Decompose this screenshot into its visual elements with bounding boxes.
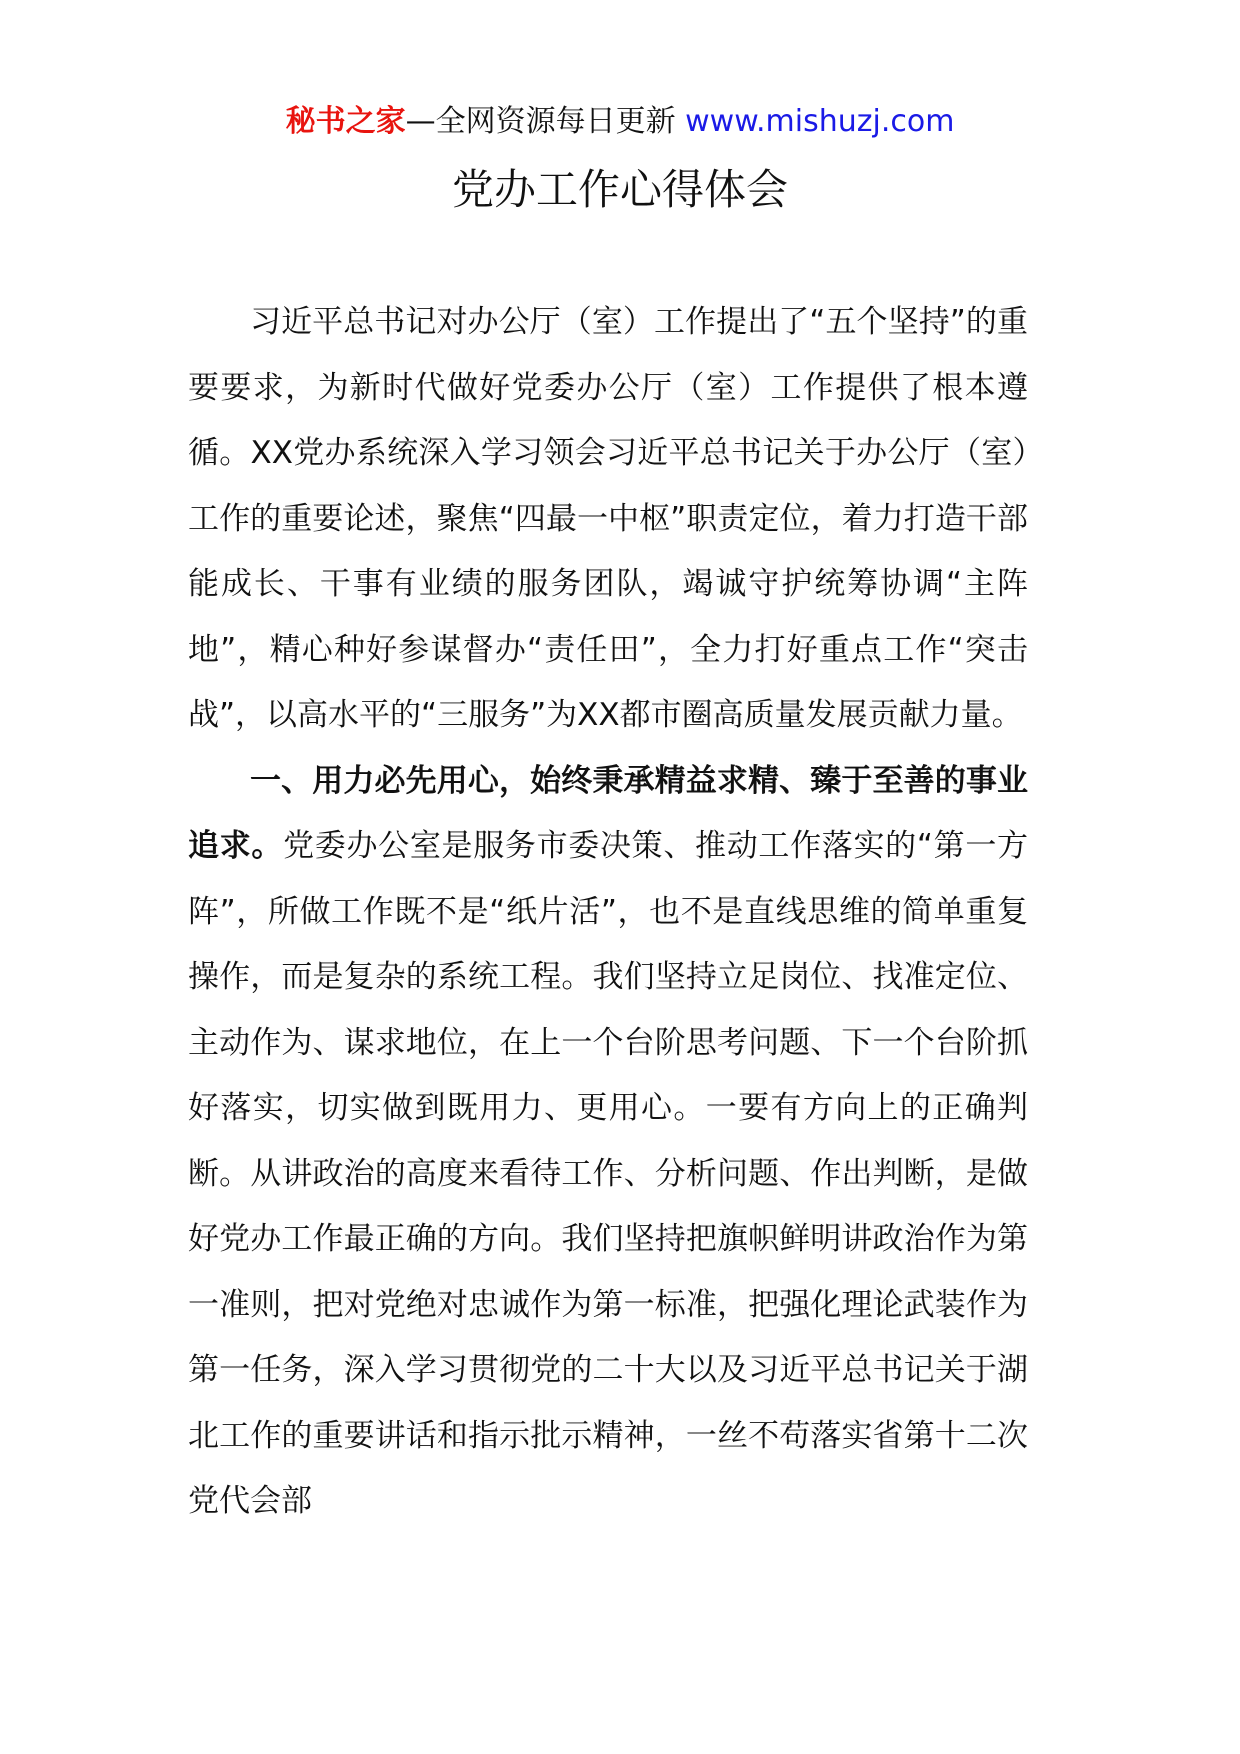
site-url[interactable]: www.mishuzj.com	[685, 104, 955, 139]
document-body	[188, 290, 1028, 1535]
section-one-text: 党委办公室是服务市委决策、推动工作落实的“第一方阵”，所做工作既不是“纸片活”，也不是直线思维的简单重复操作，而是复杂的系统工程。我们坚持立足岗位、找准定位、主动作为、谋求地位，在上一个台阶思考问题、下一个台阶抓好落实，切实做到既用力、更用心。一要有方向上的正确判断。从讲政治的高度来看待工作、分析问题、作出判断，是做好党办工作最正确的方向。我们坚持把旗帜鲜明讲政治作为第一准则，把对党绝对忠诚作为第一标准，把强化理论武装作为第一任务，深入学习贯彻党的二十大以及习近平总书记关于湖北工作的重要讲话和指示批示精神，一丝不苟落实省第十二次党代会部	[188, 828, 1029, 1519]
paragraph-intro-text: 习近平总书记对办公厅（室）工作提出了“五个坚持”的重要要求，为新时代做好党委办公厅（室）工作提供了根本遵循。XX党办系统深入学习领会习近平总书记关于办公厅（室）工作的重要论述，聚焦“四最一中枢”职责定位，着力打造干部能成长、干事有业绩的服务团队，竭诚守护统筹协调“主阵地”，精心种好参谋督办“责任田”，全力打好重点工作“突击战”，以高水平的“三服务”为XX都市圈高质量发展贡献力量。	[188, 304, 1028, 733]
section-one-heading: 一、用力必先用心，始终秉承精益求精、臻于至善的事业追求。	[188, 762, 1028, 864]
brand-name: 秘书之家	[285, 104, 406, 139]
paragraph-intro	[188, 290, 1028, 749]
document-title: 党办工作心得体会	[451, 165, 788, 214]
header-slogan: —全网资源每日更新	[405, 104, 676, 139]
paragraph-section-one	[188, 749, 1028, 1535]
site-header	[0, 102, 1240, 142]
